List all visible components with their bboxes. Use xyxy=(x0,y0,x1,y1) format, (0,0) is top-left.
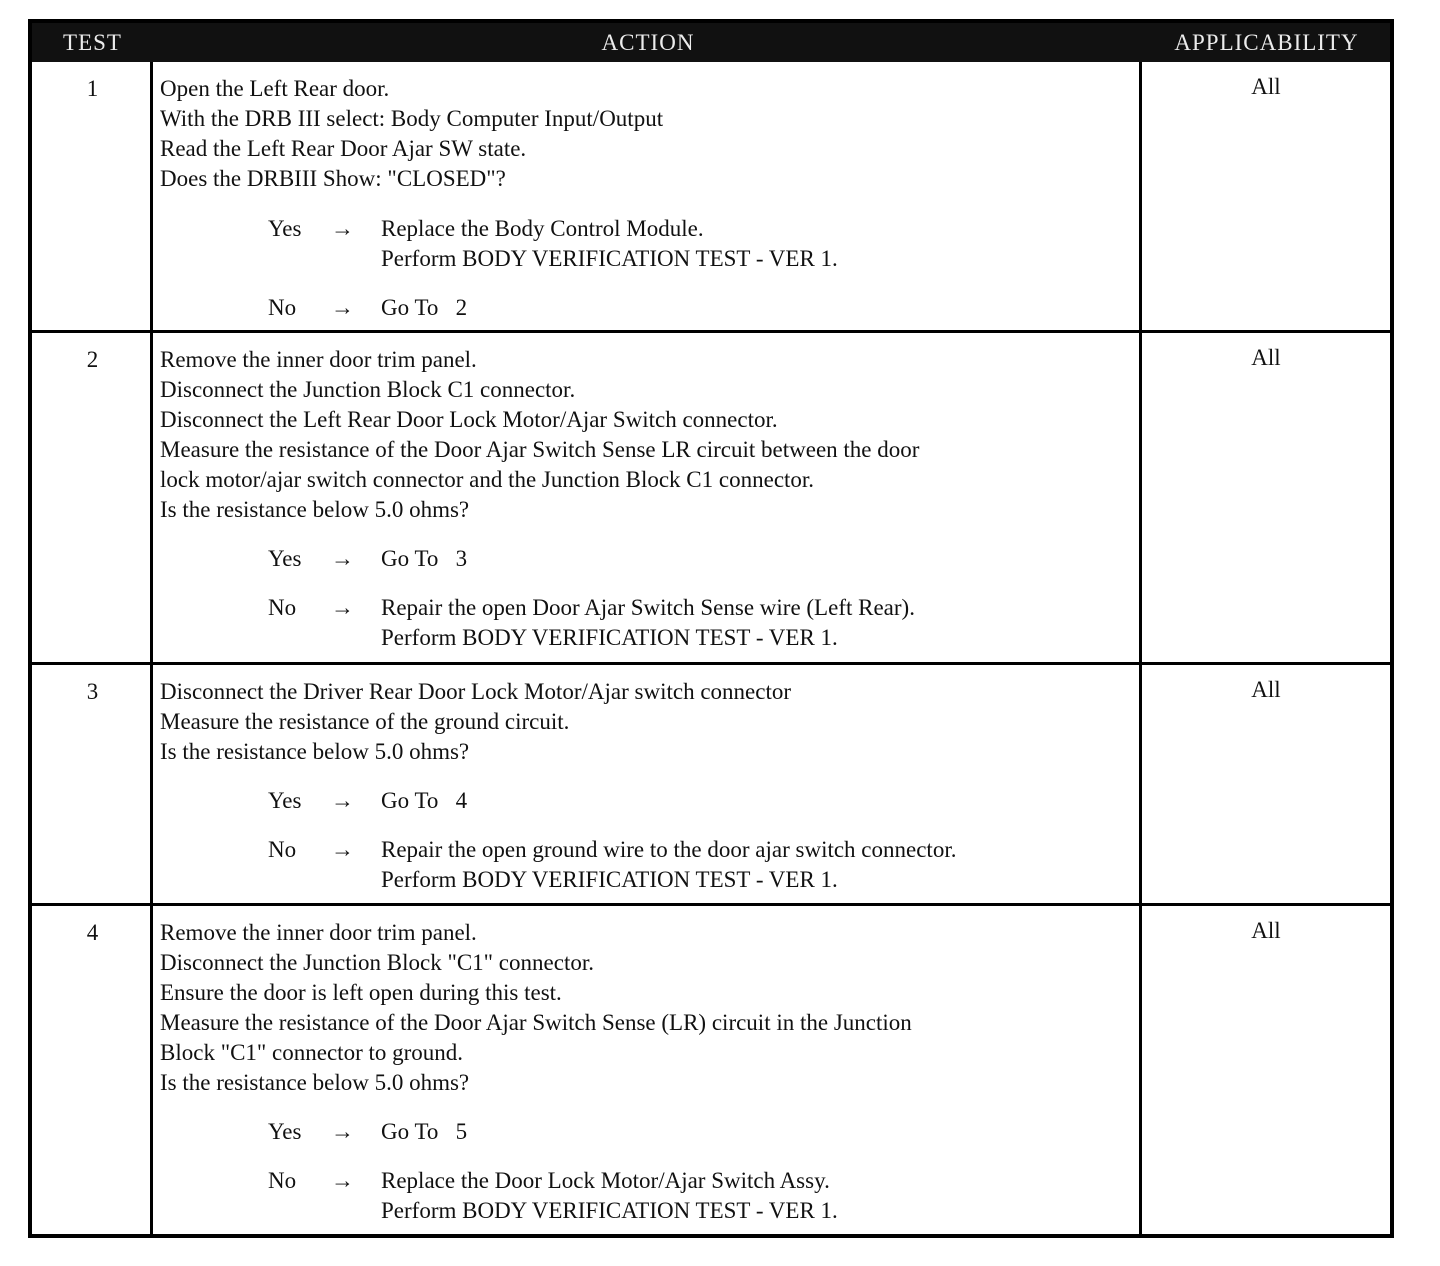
test-number: 1 xyxy=(86,76,99,101)
step-line: Measure the resistance of the ground circuit. xyxy=(160,709,570,734)
step-line: Ensure the door is left open during this test. xyxy=(160,980,562,1005)
table-header xyxy=(32,23,1390,62)
header-test: TEST xyxy=(63,30,122,55)
outcome-line: Replace the Door Lock Motor/Ajar Switch Assy. xyxy=(381,1168,830,1193)
outcome-text xyxy=(381,1166,1140,1226)
outcome-line: Go To 3 xyxy=(381,546,468,571)
action-cell xyxy=(160,677,1140,895)
arrow-icon: → xyxy=(331,546,354,571)
outcome-line: Repair the open ground wire to the door ajar switch connector. xyxy=(381,837,957,862)
applicability-cell: All xyxy=(1251,345,1281,370)
table-row xyxy=(32,330,1390,663)
table-row xyxy=(32,903,1390,1234)
outcome-line: Replace the Body Control Module. xyxy=(381,216,704,241)
applicability-cell: All xyxy=(1251,918,1281,943)
outcome-no xyxy=(160,293,1140,323)
action-cell xyxy=(160,918,1140,1226)
outcome-text xyxy=(381,786,1140,816)
yes-label: Yes xyxy=(268,216,302,241)
step-line: Measure the resistance of the Door Ajar Switch Sense LR circuit between the door xyxy=(160,437,920,462)
arrow-icon: → xyxy=(331,1168,354,1193)
header-action: ACTION xyxy=(601,30,695,55)
step-line: Read the Left Rear Door Ajar SW state. xyxy=(160,136,527,161)
step-line: With the DRB III select: Body Computer Input/Output xyxy=(160,106,664,131)
no-label: No xyxy=(268,595,297,620)
step-line: Measure the resistance of the Door Ajar Switch Sense (LR) circuit in the Junction xyxy=(160,1010,912,1035)
test-number: 2 xyxy=(86,347,99,372)
step-line: Does the DRBIII Show: "CLOSED"? xyxy=(160,166,506,191)
outcome-line: Perform BODY VERIFICATION TEST - VER 1. xyxy=(381,867,838,892)
table-row xyxy=(32,62,1390,333)
step-line: Is the resistance below 5.0 ohms? xyxy=(160,1070,470,1095)
outcome-no xyxy=(160,835,1140,895)
outcome-text xyxy=(381,593,1140,653)
yes-label: Yes xyxy=(268,788,302,813)
action-cell xyxy=(160,345,1140,653)
no-label: No xyxy=(268,1168,297,1193)
outcome-line: Perform BODY VERIFICATION TEST - VER 1. xyxy=(381,246,838,271)
action-cell xyxy=(160,74,1140,323)
outcome-text xyxy=(381,214,1140,274)
outcome-yes xyxy=(160,1117,1140,1147)
outcome-text xyxy=(381,835,1140,895)
outcome-text xyxy=(381,1117,1140,1147)
step-line: Block "C1" connector to ground. xyxy=(160,1040,464,1065)
applicability-cell: All xyxy=(1251,677,1281,702)
arrow-icon: → xyxy=(331,216,354,241)
header-applicability: APPLICABILITY xyxy=(1174,30,1359,55)
arrow-icon: → xyxy=(331,837,354,862)
outcome-line: Perform BODY VERIFICATION TEST - VER 1. xyxy=(381,1198,838,1223)
test-number: 4 xyxy=(86,920,99,945)
test-number: 3 xyxy=(86,679,99,704)
yes-label: Yes xyxy=(268,1119,302,1144)
step-line: Disconnect the Left Rear Door Lock Motor/Ajar Switch connector. xyxy=(160,407,778,432)
outcome-yes xyxy=(160,214,1140,274)
outcome-no xyxy=(160,1166,1140,1226)
applicability-cell: All xyxy=(1251,74,1281,99)
step-line: Is the resistance below 5.0 ohms? xyxy=(160,497,470,522)
arrow-icon: → xyxy=(331,1119,354,1144)
outcome-line: Repair the open Door Ajar Switch Sense wire (Left Rear). xyxy=(381,595,915,620)
no-label: No xyxy=(268,295,297,320)
step-line: Disconnect the Driver Rear Door Lock Motor/Ajar switch connector xyxy=(160,679,792,704)
table-row xyxy=(32,662,1390,905)
arrow-icon: → xyxy=(331,788,354,813)
outcome-line: Go To 5 xyxy=(381,1119,468,1144)
outcome-line: Go To 4 xyxy=(381,788,468,813)
yes-label: Yes xyxy=(268,546,302,571)
outcome-yes xyxy=(160,544,1140,574)
outcome-line: Go To 2 xyxy=(381,295,468,320)
arrow-icon: → xyxy=(331,295,354,320)
no-label: No xyxy=(268,837,297,862)
step-line: Open the Left Rear door. xyxy=(160,76,390,101)
outcome-line: Perform BODY VERIFICATION TEST - VER 1. xyxy=(381,625,838,650)
outcome-text xyxy=(381,293,1140,323)
step-line: Is the resistance below 5.0 ohms? xyxy=(160,739,470,764)
step-line: Disconnect the Junction Block "C1" connector. xyxy=(160,950,594,975)
step-line: lock motor/ajar switch connector and the Junction Block C1 connector. xyxy=(160,467,815,492)
outcome-no xyxy=(160,593,1140,653)
diagnostic-table xyxy=(28,19,1394,1238)
step-line: Remove the inner door trim panel. xyxy=(160,920,477,945)
arrow-icon: → xyxy=(331,595,354,620)
outcome-yes xyxy=(160,786,1140,816)
step-line: Disconnect the Junction Block C1 connector. xyxy=(160,377,576,402)
outcome-text xyxy=(381,544,1140,574)
step-line: Remove the inner door trim panel. xyxy=(160,347,477,372)
